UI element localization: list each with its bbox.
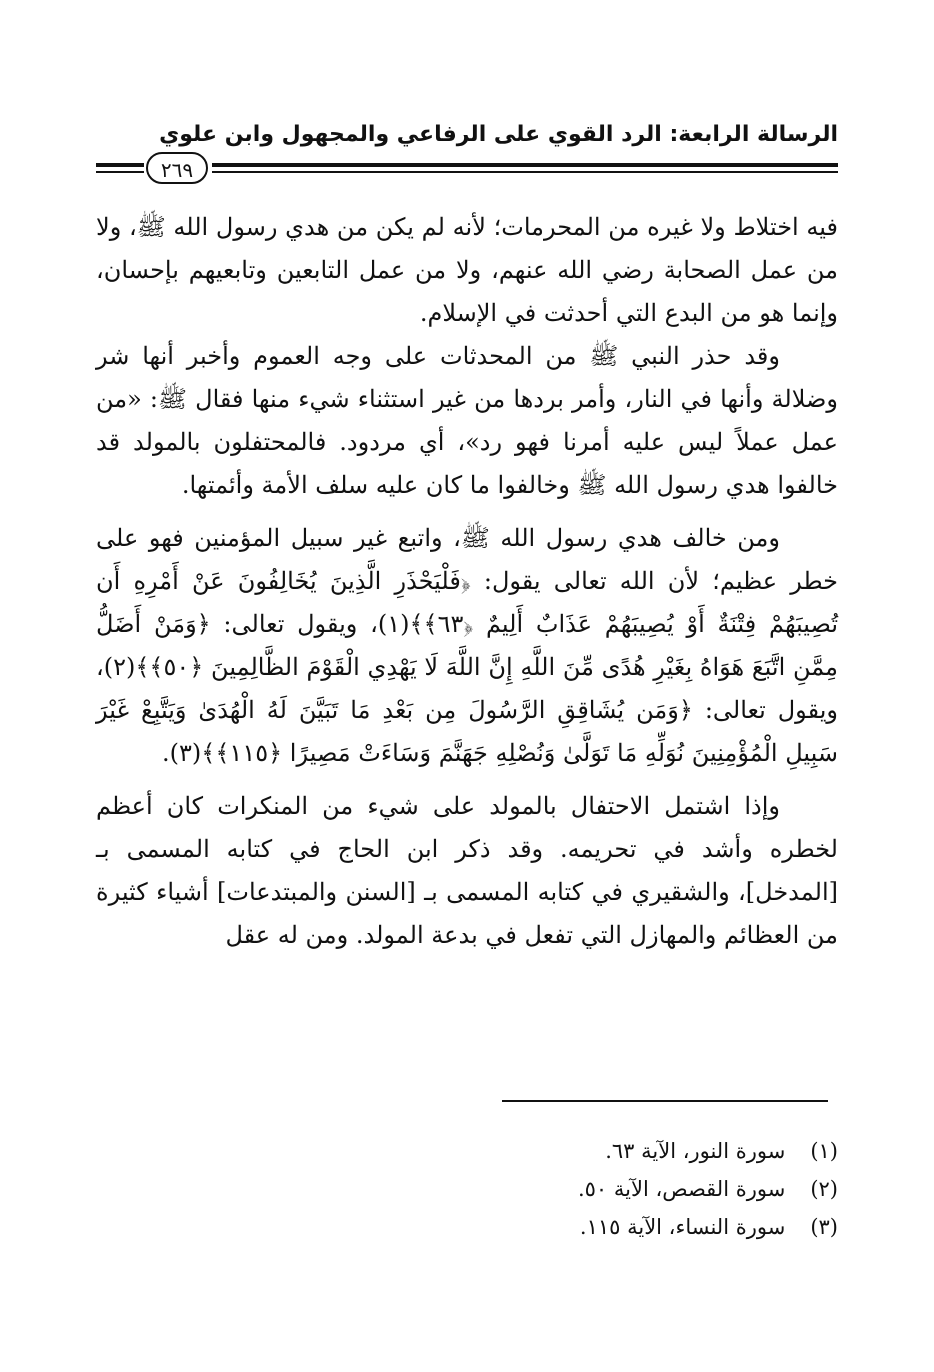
- footnote-text: سورة القصص، الآية ٥٠.: [577, 1177, 786, 1201]
- footnotes: [96, 1132, 838, 1246]
- footnote-number: (١): [810, 1139, 838, 1163]
- paragraph-mawlid-munkarat: وإذا اشتمل الاحتفال بالمولد على شيء من المنكرات كان أعظم لخطره وأشد في تحريمه. وقد ذكر ابن الحاج في كتابه المسمى بـ [المدخل]، والشقيري في كتابه المسمى بـ [السنن والمبتدعات] أشياء كثيرة من العظائم والمهازل التي تفعل في بدعة المولد. ومن له عقل: [96, 792, 838, 949]
- footnote-text: سورة النور، الآية ٦٣.: [605, 1139, 786, 1163]
- footnote-item: [96, 1208, 838, 1246]
- footnote-number: (٣): [810, 1215, 838, 1239]
- header-rule-left-thick: [96, 163, 144, 167]
- header-rule-right-thick: [212, 163, 838, 167]
- paragraph-continuation: فيه اختلاط ولا غيره من المحرمات؛ لأنه لم يكن من هدي رسول الله ﷺ، ولا من عمل الصحابة رضي الله عنهم، ولا من عمل التابعين وتابعيهم بإحسان، وإنما هو من البدع التي أحدثت في الإسلام.: [96, 213, 838, 327]
- header-rule: [96, 152, 838, 186]
- paragraph-prophet-warning: وقد حذر النبي ﷺ من المحدثات على وجه العموم وأخبر أنها شر وضلالة وأنها في النار، وأمر بردها من غير استثناء شيء منها فقال ﷺ: «من عمل عملاً ليس عليه أمرنا فهو رد»، أي مردود. فالمحتفلون بالمولد قد خالفوا هدي رسول الله ﷺ وخالفوا ما كان عليه سلف الأمة وأئمتها.: [96, 342, 838, 499]
- footnote-text: سورة النساء، الآية ١١٥.: [579, 1215, 786, 1239]
- header-rule-left-thin: [96, 171, 144, 173]
- footnote-number: (٢): [810, 1177, 838, 1201]
- footnote-separator: [502, 1100, 828, 1102]
- footnote-item: [96, 1170, 838, 1208]
- header-rule-right-thin: [212, 171, 838, 173]
- page-number: ٢٦٩: [146, 152, 208, 184]
- main-text: [96, 206, 838, 957]
- running-header-title: الرسالة الرابعة: الرد القوي على الرفاعي والمجهول وابن علوي: [159, 122, 838, 147]
- paragraph-quran-verses: ومن خالف هدي رسول الله ﷺ، واتبع غير سبيل المؤمنين فهو على خطر عظيم؛ لأن الله تعالى يقول: ﴿فَلْيَحْذَرِ الَّذِينَ يُخَالِفُونَ عَنْ أَمْرِهِ أَن تُصِيبَهُمْ فِتْنَةٌ أَوْ يُصِيبَهُمْ عَذَابٌ أَلِيمٌ ﴿٦٣﴾﴾(١)، ويقول تعالى: ﴿وَمَنْ أَضَلُّ مِمَّنِ اتَّبَعَ هَوَاهُ بِغَيْرِ هُدًى مِّنَ اللَّهِ إِنَّ اللَّهَ لَا يَهْدِي الْقَوْمَ الظَّالِمِينَ ﴿٥٠﴾﴾(٢)، ويقول تعالى: ﴿وَمَن يُشَاقِقِ الرَّسُولَ مِن بَعْدِ مَا تَبَيَّنَ لَهُ الْهُدَىٰ وَيَتَّبِعْ غَيْرَ سَبِيلِ الْمُؤْمِنِينَ نُوَلِّهِ مَا تَوَلَّىٰ وَنُصْلِهِ جَهَنَّمَ وَسَاءَتْ مَصِيرًا ﴿١١٥﴾﴾(٣).: [96, 524, 838, 767]
- footnote-item: [96, 1132, 838, 1170]
